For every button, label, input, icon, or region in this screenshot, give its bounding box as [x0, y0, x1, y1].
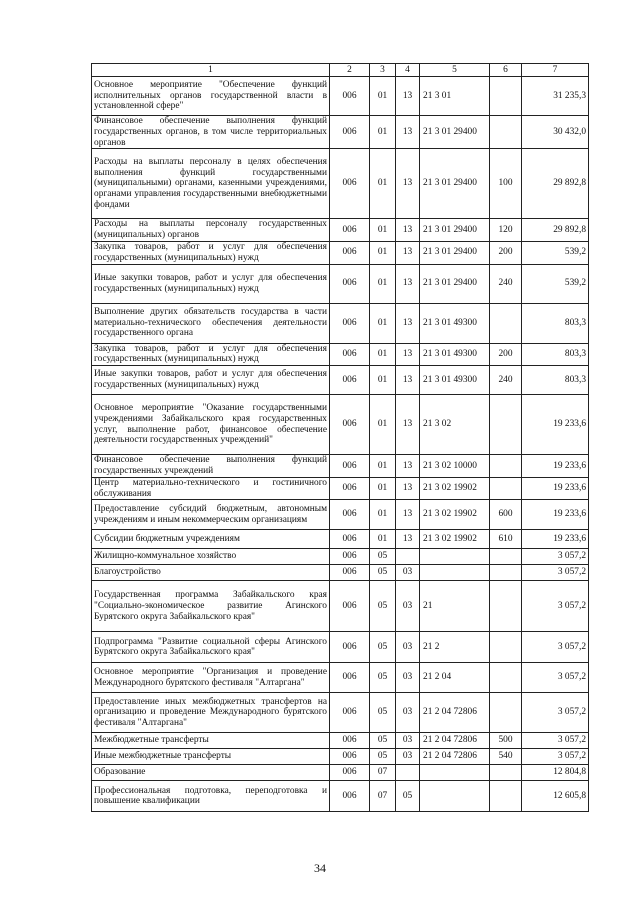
cell-name: Закупка товаров, работ и услуг для обеспечения государственных (муниципальных) нужд: [92, 241, 330, 264]
cell-col5: 21 2: [420, 632, 490, 663]
header-cell-4: 4: [396, 64, 420, 77]
cell-name: Основное мероприятие "Оказание государственными учреждениями Забайкальского края государственных услуг, выполнение работ, финансовое обеспечение деятельности государственных учреждений": [92, 395, 330, 455]
cell-name: Предоставление иных межбюджетных трансфертов на организацию и проведение Международного бурятского фестиваля "Алтаргана": [92, 693, 330, 733]
cell-name: Субсидии бюджетным учреждениям: [92, 530, 330, 549]
cell-col7: 30 432,0: [522, 116, 589, 149]
cell-col2: 006: [330, 303, 370, 343]
cell-name: Иные межбюджетные трансферты: [92, 749, 330, 765]
cell-col4: 13: [396, 500, 420, 530]
cell-col4: [396, 765, 420, 781]
cell-col7: 803,3: [522, 366, 589, 395]
cell-col5: 21 3 02 19902: [420, 500, 490, 530]
cell-col7: 803,3: [522, 303, 589, 343]
cell-col4: 03: [396, 581, 420, 632]
cell-col7: 12 804,8: [522, 765, 589, 781]
table-row: [92, 264, 589, 303]
cell-col7: 19 233,6: [522, 455, 589, 478]
cell-col6: [490, 781, 522, 812]
cell-col3: 01: [370, 264, 396, 303]
cell-col4: 03: [396, 749, 420, 765]
cell-name: Финансовое обеспечение выполнения функций государственных учреждений: [92, 455, 330, 478]
cell-col3: 05: [370, 581, 396, 632]
header-cell-5: 5: [420, 64, 490, 77]
cell-col7: 19 233,6: [522, 477, 589, 500]
cell-col6: [490, 303, 522, 343]
table-row: [92, 632, 589, 663]
cell-col5: 21 3 01 29400: [420, 116, 490, 149]
cell-col5: [420, 765, 490, 781]
cell-col3: 01: [370, 343, 396, 366]
cell-col2: 006: [330, 663, 370, 693]
cell-col3: 01: [370, 500, 396, 530]
cell-col5: 21 3 01: [420, 77, 490, 116]
cell-col7: 539,2: [522, 264, 589, 303]
cell-col6: [490, 765, 522, 781]
cell-col2: 006: [330, 765, 370, 781]
cell-col3: 01: [370, 116, 396, 149]
cell-name: Иные закупки товаров, работ и услуг для обеспечения государственных (муниципальных) нужд: [92, 366, 330, 395]
cell-col3: 05: [370, 549, 396, 565]
table-row: [92, 781, 589, 812]
cell-col7: 29 892,8: [522, 219, 589, 242]
cell-col2: 006: [330, 116, 370, 149]
budget-table: [91, 63, 589, 812]
cell-col5: 21 3 01 49300: [420, 366, 490, 395]
cell-col4: 03: [396, 663, 420, 693]
cell-col4: 13: [396, 149, 420, 219]
table-row: [92, 149, 589, 219]
cell-col3: 05: [370, 733, 396, 749]
cell-col5: 21 3 02 19902: [420, 530, 490, 549]
cell-col7: 3 057,2: [522, 565, 589, 581]
table-row: [92, 765, 589, 781]
cell-name: Расходы на выплаты персоналу государственных (муниципальных) органов: [92, 219, 330, 242]
table-row: [92, 749, 589, 765]
cell-col5: 21 3 01 29400: [420, 219, 490, 242]
cell-col5: [420, 549, 490, 565]
cell-col6: 540: [490, 749, 522, 765]
header-row: [92, 64, 589, 77]
cell-col4: [396, 549, 420, 565]
cell-col4: 13: [396, 264, 420, 303]
cell-col2: 006: [330, 500, 370, 530]
cell-col3: 01: [370, 395, 396, 455]
cell-col7: 3 057,2: [522, 693, 589, 733]
cell-col2: 006: [330, 733, 370, 749]
cell-col6: 600: [490, 500, 522, 530]
cell-col6: [490, 549, 522, 565]
cell-col7: 3 057,2: [522, 663, 589, 693]
header-cell-7: 7: [522, 64, 589, 77]
table-row: [92, 241, 589, 264]
cell-col3: 05: [370, 663, 396, 693]
cell-col7: 3 057,2: [522, 749, 589, 765]
table-row: [92, 500, 589, 530]
cell-name: Финансовое обеспечение выполнения функций государственных органов, в том числе территориальных органов: [92, 116, 330, 149]
cell-col2: 006: [330, 477, 370, 500]
cell-col6: [490, 632, 522, 663]
table-row: [92, 693, 589, 733]
table-row: [92, 395, 589, 455]
cell-name: Предоставление субсидий бюджетным, автономным учреждениям и иным некоммерческим организациям: [92, 500, 330, 530]
cell-col3: 01: [370, 149, 396, 219]
cell-name: Центр материально-технического и гостиничного обслуживания: [92, 477, 330, 500]
header-cell-2: 2: [330, 64, 370, 77]
cell-col6: [490, 565, 522, 581]
cell-name: Благоустройство: [92, 565, 330, 581]
cell-col4: 03: [396, 565, 420, 581]
cell-col2: 006: [330, 77, 370, 116]
cell-col4: 13: [396, 395, 420, 455]
cell-col4: 13: [396, 343, 420, 366]
cell-col2: 006: [330, 366, 370, 395]
table-row: [92, 455, 589, 478]
cell-col2: 006: [330, 565, 370, 581]
cell-col4: 13: [396, 116, 420, 149]
cell-col2: 006: [330, 241, 370, 264]
cell-col4: 13: [396, 477, 420, 500]
cell-col5: 21 3 01 49300: [420, 343, 490, 366]
header-cell-1: 1: [92, 64, 330, 77]
cell-col4: 03: [396, 632, 420, 663]
cell-col6: [490, 455, 522, 478]
cell-col6: 200: [490, 241, 522, 264]
cell-col4: 13: [396, 530, 420, 549]
cell-name: Межбюджетные трансферты: [92, 733, 330, 749]
cell-name: Закупка товаров, работ и услуг для обеспечения государственных (муниципальных) нужд: [92, 343, 330, 366]
cell-col5: 21 3 01 29400: [420, 264, 490, 303]
cell-col6: [490, 77, 522, 116]
cell-name: Основное мероприятие "Обеспечение функций исполнительных органов государственной власти в установленной сфере": [92, 77, 330, 116]
cell-col4: 03: [396, 733, 420, 749]
cell-col5: 21 2 04 72806: [420, 733, 490, 749]
cell-col5: [420, 781, 490, 812]
header-cell-3: 3: [370, 64, 396, 77]
cell-col4: 05: [396, 781, 420, 812]
header-cell-6: 6: [490, 64, 522, 77]
cell-col6: 610: [490, 530, 522, 549]
table-row: [92, 219, 589, 242]
cell-col2: 006: [330, 264, 370, 303]
cell-col3: 01: [370, 455, 396, 478]
cell-col5: 21 2 04: [420, 663, 490, 693]
cell-col7: 19 233,6: [522, 530, 589, 549]
cell-name: Подпрограмма "Развитие социальной сферы Агинского Бурятского округа Забайкальского края": [92, 632, 330, 663]
cell-col6: [490, 477, 522, 500]
cell-col7: 19 233,6: [522, 500, 589, 530]
cell-col7: 539,2: [522, 241, 589, 264]
table-row: [92, 581, 589, 632]
cell-col4: 03: [396, 693, 420, 733]
cell-name: Выполнение других обязательств государства в части материально-технического обеспечения деятельности государственного органа: [92, 303, 330, 343]
cell-col2: 006: [330, 749, 370, 765]
cell-col5: 21 3 01 49300: [420, 303, 490, 343]
cell-col3: 05: [370, 632, 396, 663]
table-row: [92, 366, 589, 395]
cell-col2: 006: [330, 149, 370, 219]
cell-col5: 21 3 02 10000: [420, 455, 490, 478]
cell-col6: [490, 116, 522, 149]
cell-col2: 006: [330, 395, 370, 455]
table-row: [92, 530, 589, 549]
cell-col7: 3 057,2: [522, 733, 589, 749]
table-row: [92, 663, 589, 693]
cell-col5: 21 2 04 72806: [420, 749, 490, 765]
cell-col7: 3 057,2: [522, 632, 589, 663]
cell-col7: 19 233,6: [522, 395, 589, 455]
cell-col5: 21 3 02: [420, 395, 490, 455]
cell-col4: 13: [396, 219, 420, 242]
cell-col6: [490, 693, 522, 733]
cell-col4: 13: [396, 366, 420, 395]
table-row: [92, 343, 589, 366]
cell-col7: 29 892,8: [522, 149, 589, 219]
table-row: [92, 116, 589, 149]
cell-col7: 31 235,3: [522, 77, 589, 116]
cell-col5: 21 3 01 29400: [420, 241, 490, 264]
cell-name: Государственная программа Забайкальского края "Социально-экономическое развитие Агинского Бурятского округа Забайкальского края": [92, 581, 330, 632]
cell-col4: 13: [396, 303, 420, 343]
cell-name: Расходы на выплаты персоналу в целях обеспечения выполнения функций государственными (муниципальными) органами, казенными учреждениями, органами управления государственными внебюджетными фондами: [92, 149, 330, 219]
cell-col7: 3 057,2: [522, 549, 589, 565]
cell-col3: 05: [370, 565, 396, 581]
cell-col4: 13: [396, 77, 420, 116]
cell-col2: 006: [330, 581, 370, 632]
cell-col3: 01: [370, 77, 396, 116]
cell-col3: 07: [370, 781, 396, 812]
cell-name: Основное мероприятие "Организация и проведение Международного бурятского фестиваля "Алтаргана": [92, 663, 330, 693]
cell-col3: 01: [370, 477, 396, 500]
cell-col3: 01: [370, 241, 396, 264]
cell-col6: [490, 581, 522, 632]
cell-col2: 006: [330, 693, 370, 733]
cell-col6: 120: [490, 219, 522, 242]
cell-col6: 500: [490, 733, 522, 749]
cell-col6: [490, 395, 522, 455]
cell-name: Образование: [92, 765, 330, 781]
cell-col2: 006: [330, 219, 370, 242]
page-number: 34: [314, 861, 326, 875]
cell-col4: 13: [396, 455, 420, 478]
cell-col5: 21 3 02 19902: [420, 477, 490, 500]
cell-col2: 006: [330, 455, 370, 478]
cell-col7: 3 057,2: [522, 581, 589, 632]
cell-col5: 21 3 01 29400: [420, 149, 490, 219]
table-row: [92, 565, 589, 581]
cell-col5: [420, 565, 490, 581]
cell-col3: 05: [370, 693, 396, 733]
cell-name: Жилищно-коммунальное хозяйство: [92, 549, 330, 565]
cell-col2: 006: [330, 549, 370, 565]
cell-col2: 006: [330, 632, 370, 663]
cell-col6: 240: [490, 264, 522, 303]
cell-col6: 200: [490, 343, 522, 366]
table-row: [92, 77, 589, 116]
cell-col5: 21: [420, 581, 490, 632]
cell-name: Профессиональная подготовка, переподготовка и повышение квалификации: [92, 781, 330, 812]
table-row: [92, 549, 589, 565]
cell-name: Иные закупки товаров, работ и услуг для обеспечения государственных (муниципальных) нужд: [92, 264, 330, 303]
cell-col3: 01: [370, 219, 396, 242]
cell-col6: 100: [490, 149, 522, 219]
cell-col3: 07: [370, 765, 396, 781]
table-row: [92, 303, 589, 343]
cell-col2: 006: [330, 530, 370, 549]
cell-col3: 01: [370, 530, 396, 549]
cell-col2: 006: [330, 781, 370, 812]
cell-col3: 01: [370, 303, 396, 343]
cell-col6: 240: [490, 366, 522, 395]
cell-col6: [490, 663, 522, 693]
cell-col2: 006: [330, 343, 370, 366]
table-row: [92, 733, 589, 749]
table-body: [92, 64, 589, 812]
cell-col7: 12 605,8: [522, 781, 589, 812]
cell-col7: 803,3: [522, 343, 589, 366]
cell-col3: 01: [370, 366, 396, 395]
cell-col4: 13: [396, 241, 420, 264]
cell-col5: 21 2 04 72806: [420, 693, 490, 733]
cell-col3: 05: [370, 749, 396, 765]
table-row: [92, 477, 589, 500]
